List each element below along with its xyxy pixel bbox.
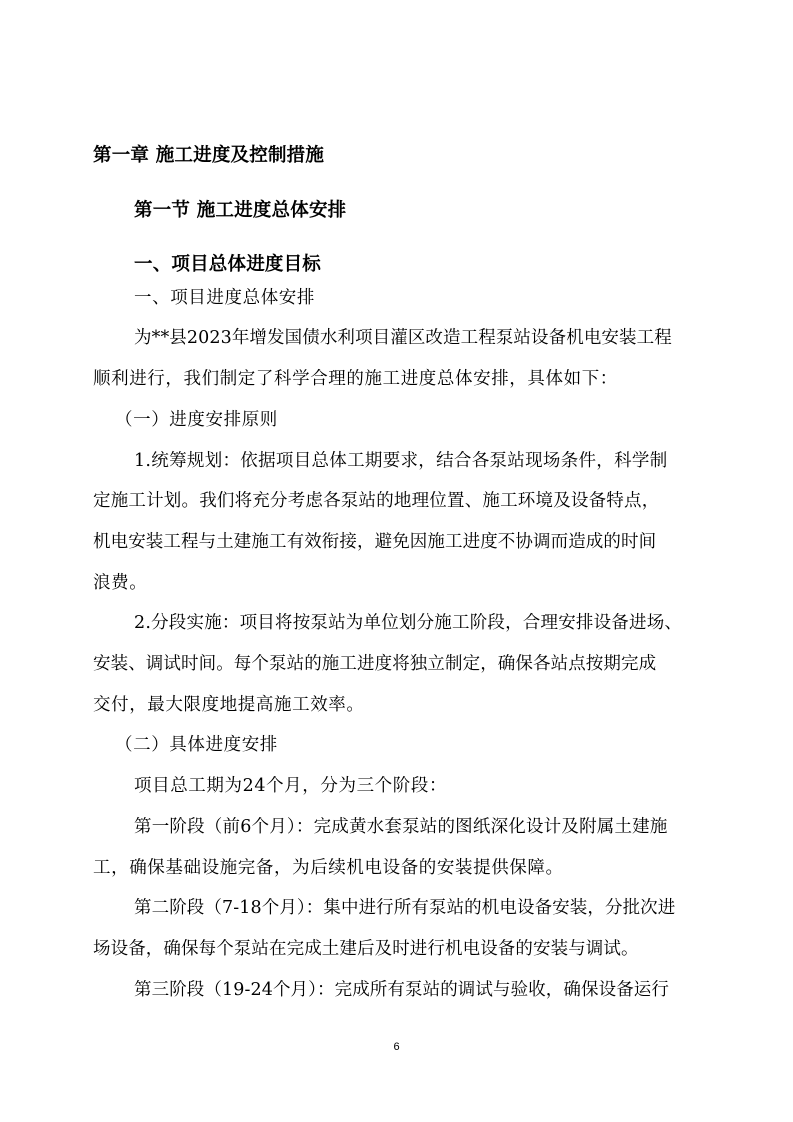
section-title: 第一节 施工进度总体安排 — [134, 200, 347, 221]
chapter-title: 第一章 施工进度及控制措施 — [93, 145, 325, 166]
page-number: 6 — [393, 1041, 400, 1053]
paragraph-line: 第二阶段（7-18个月）：集中进行所有泵站的机电设备安装，分批次进 — [134, 898, 676, 918]
paragraph-line: 顺利进行，我们制定了科学合理的施工进度总体安排，具体如下： — [93, 369, 618, 389]
paragraph-heading: （一）进度安排原则 — [115, 410, 278, 430]
paragraph-line: 浪费。 — [93, 573, 148, 593]
paragraph-line: 定施工计划。我们将充分考虑各泵站的地理位置、施工环境及设备特点， — [93, 491, 660, 511]
paragraph-line: 为**县2023年增发国债水利项目灌区改造工程泵站设备机电安装工程 — [134, 328, 672, 348]
paragraph-line: 1.统筹规划：依据项目总体工期要求，结合各泵站现场条件，科学制 — [134, 451, 668, 471]
paragraph-line: 项目总工期为24个月，分为三个阶段： — [134, 776, 448, 796]
subsection-title: 一、项目总体进度目标 — [134, 254, 322, 275]
paragraph-line: 交付，最大限度地提高施工效率。 — [93, 695, 365, 715]
paragraph-heading: 一、项目进度总体安排 — [134, 288, 315, 308]
paragraph-line: 2.分段实施：项目将按泵站为单位划分施工阶段，合理安排设备进场、 — [134, 613, 683, 633]
paragraph-line: 第一阶段（前6个月）：完成黄水套泵站的图纸深化设计及附属土建施 — [134, 817, 668, 837]
paragraph-line: 场设备，确保每个泵站在完成土建后及时进行机电设备的安装与调试。 — [93, 939, 639, 959]
paragraph-line: 第三阶段（19-24个月）：完成所有泵站的调试与验收，确保设备运行 — [134, 980, 669, 1000]
paragraph-line: 机电安装工程与土建施工有效衔接，避免因施工进度不协调而造成的时间 — [93, 532, 657, 552]
paragraph-heading: （二）具体进度安排 — [115, 735, 278, 755]
paragraph-line: 工，确保基础设施完备，为后续机电设备的安装提供保障。 — [93, 858, 564, 878]
paragraph-line: 安装、调试时间。每个泵站的施工进度将独立制定，确保各站点按期完成 — [93, 654, 657, 674]
